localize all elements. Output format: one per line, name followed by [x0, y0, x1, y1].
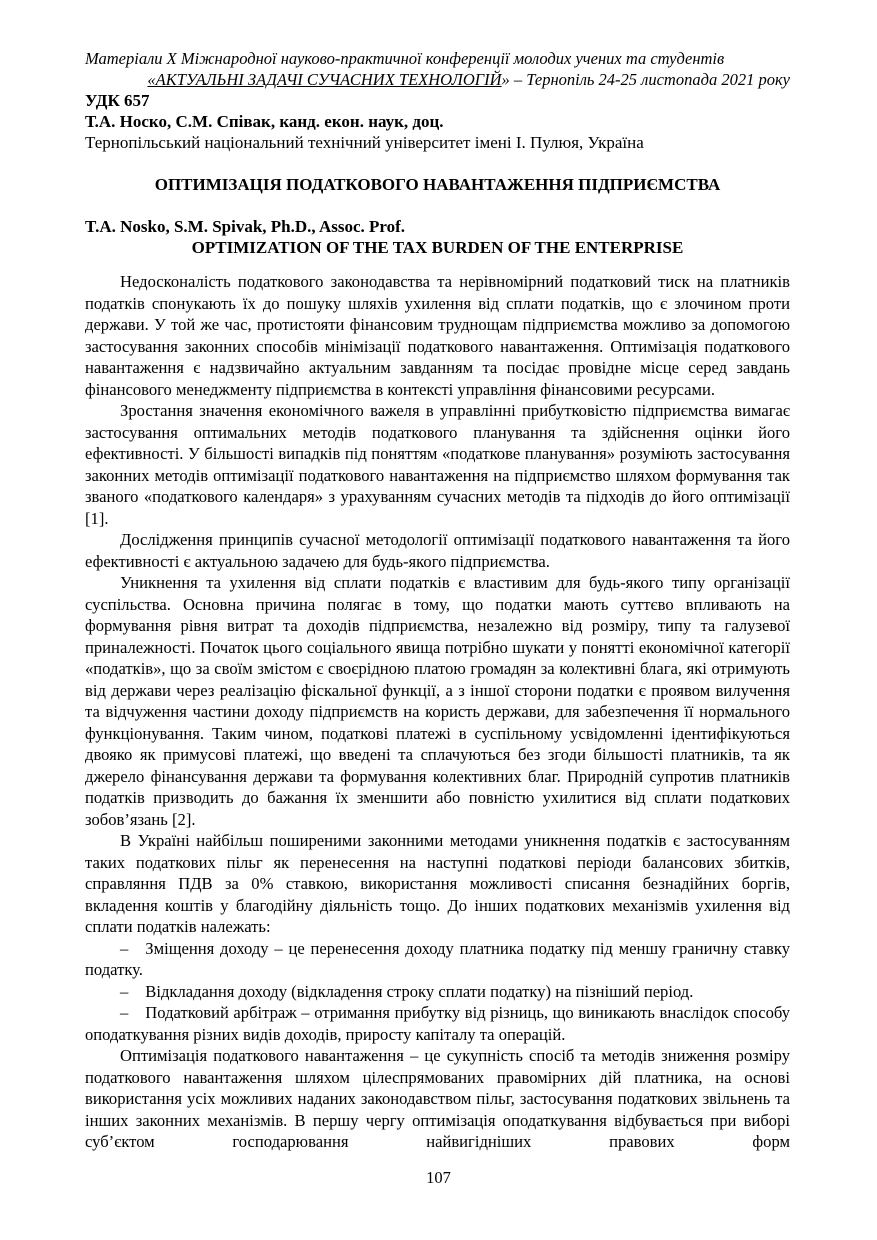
authors-en: T.A. Nosko, S.M. Spivak, Ph.D., Assoc. Prof. [85, 217, 406, 236]
conference-header-line2 [85, 69, 790, 90]
bullet-marker: – [120, 938, 129, 958]
conference-header-line2-rest: » – Тернопіль 24-25 листопада 2021 року [501, 70, 790, 89]
conference-header [85, 48, 790, 90]
paper-title-en: OPTIMIZATION OF THE TAX BURDEN OF THE ENTERPRISE [191, 238, 684, 257]
page-number: 107 [426, 1168, 451, 1187]
authors-uk: Т.А. Носко, С.М. Співак, канд. екон. наук, доц. [85, 112, 444, 131]
paragraph-2: Зростання значення економічного важеля в управлінні прибутковістю підприємства вимагає застосування оптимальних методів податкового планування та здійснення оцінки його ефективності. У більшості випадків під поняттям «податкове планування» розуміють застосування законних методів оптимізації податкового навантаження на підприємство шляхом формування так званого «податкового календаря» з урахуванням сучасних методів та підходів до його оптимізації [1]. [85, 401, 790, 528]
bullet-item-3 [85, 1002, 790, 1045]
udc-code: УДК 657 [85, 91, 150, 110]
bullet-marker: – [120, 1003, 129, 1022]
conference-title-underlined: «АКТУАЛЬНІ ЗАДАЧІ СУЧАСНИХ ТЕХНОЛОГІЙ [147, 70, 502, 89]
bullet-text: Податковий арбітраж – отримання прибутку від різниць, що виникають внаслідок способу оподаткування різних видів доходів, приросту капіталу та операцій. [85, 1003, 790, 1044]
bullet-item-2 [85, 981, 790, 1003]
bullet-text: Зміщення доходу – це перенесення доходу платника податку під меншу граничну ставку податку. [85, 938, 790, 979]
bullet-item-1 [85, 938, 790, 981]
bullet-marker: – [120, 981, 129, 1001]
paragraph-3: Дослідження принципів сучасної методології оптимізації податкового навантаження та його ефективності є актуальною задачею для будь-якого підприємства. [85, 530, 790, 571]
conference-header-line1: Матеріали X Міжнародної науково-практичної конференції молодих учених та студентів [85, 49, 725, 68]
paragraph-6: Оптимізація податкового навантаження – це сукупність спосіб та методів зниження розміру податкового навантаження шляхом цілеспрямованих правомірних дій платника, на основі використання усіх можливих наданих законодавством пільг, застосування податкових звільнень та інших законних механізмів. В першу чергу оптимізація оподаткування відбувається при виборі суб’єктом господарювання найвигідніших правових форм [85, 1046, 790, 1151]
paragraph-1: Недосконалість податкового законодавства та нерівномірний податковий тиск на платників податків спонукають їх до пошуку шляхів ухилення від сплати податків, що є злочином проти держави. У той же час, протистояти фінансовим труднощам підприємства можливо за допомогою застосування законних способів мінімізації податкового навантаження. Оптимізація податкового навантаження є надзвичайно актуальним завданням та посідає провідне місце серед завдань фінансового менеджменту підприємства в контексті управління фінансовими ресурсами. [85, 272, 790, 399]
bullet-text: Відкладання доходу (відкладення строку сплати податку) на пізніший період. [145, 981, 694, 1001]
paragraph-5: В Україні найбільш поширеними законними методами уникнення податків є застосуванням таких податкових пільг як перенесення на наступні податкові періоди балансових збитків, справляння ПДВ за 0% ставкою, використання можливості списання безнадійних боргів, вкладення коштів у благодійну діяльність тощо. До інших податкових механізмів ухилення від сплати податків належать: [85, 831, 790, 936]
affiliation: Тернопільський національний технічний університет імені І. Пулюя, Україна [85, 133, 644, 152]
paper-body [85, 271, 790, 1153]
paper-title-uk: ОПТИМІЗАЦІЯ ПОДАТКОВОГО НАВАНТАЖЕННЯ ПІДПРИЄМСТВА [154, 175, 721, 194]
paragraph-4: Уникнення та ухилення від сплати податків є властивим для будь-якого типу організації суспільства. Основна причина полягає в тому, що податки мають суттєво впливають на формування рівня витрат та доходів підприємства, незалежно від розміру, типу та галузевої приналежності. Початок цього соціального явища потрібно шукати у понятті економічної категорії «податків», що за своїм змістом є своєрідною платою громадян за колективні блага, які отримують від держави через реалізацію фіскальної функції, а з іншої сторони податки є проявом вилучення та відчуження частини доходу підприємств на користь держави, для забезпечення її нормального функціонування. Таким чином, податкові платежі в суспільному усвідомленні ідентифікуються двояко як примусові платежі, що введені та сплачуються без згоди більшості платників, та як джерело фінансування держави та формування колективних благ. Природній супротив платників податків призводить до бажання їх зменшити або повністю ухилитися від сплати податкових зобов’язань [2]. [85, 573, 790, 829]
